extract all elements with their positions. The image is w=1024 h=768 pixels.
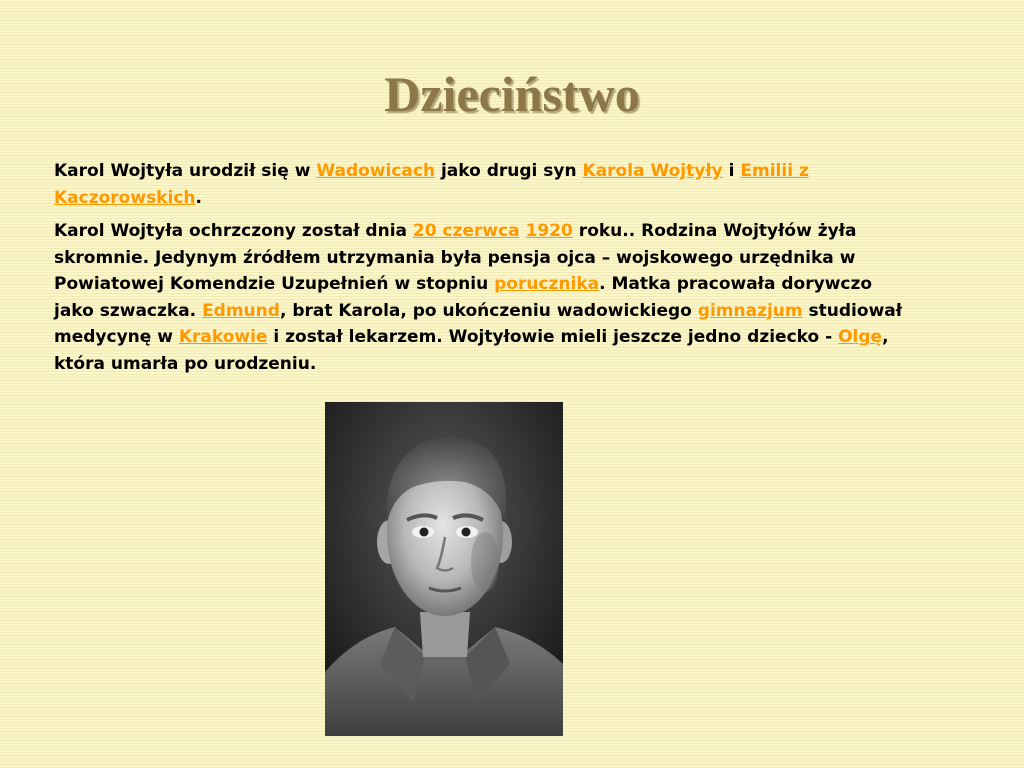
- link-emilii-z-kaczorowskich[interactable]: Emilii z Kaczorowskich: [54, 161, 809, 208]
- text-segment: studiował medycynę w: [54, 300, 903, 347]
- link-gimnazjum[interactable]: gimnazjum: [697, 300, 803, 321]
- text-segment: i: [722, 161, 741, 181]
- text-segment: Karol Wojtyła urodził się w: [54, 161, 317, 181]
- link-20-czerwca[interactable]: 20 czerwca: [412, 221, 520, 241]
- text-segment: i został lekarzem. Wojtyłowie mieli jeszcze jedno dziecko -: [267, 327, 839, 347]
- link-porucznika[interactable]: porucznika: [494, 274, 600, 294]
- link-edmund[interactable]: Edmund: [202, 300, 280, 321]
- text-segment: roku.. Rodzina Wojtyłów żyła skromnie. Jedynym źródłem utrzymania była pensja ojca – wojskowego urzędnika w Powiatowej Komendzie Uzupełnień w stopniu: [54, 221, 857, 294]
- text-segment: , brat Karola, po ukończeniu wadowickiego: [279, 300, 698, 321]
- link-olge[interactable]: Olgę: [838, 327, 883, 347]
- paragraph-birth: [54, 158, 904, 211]
- link-krakowie[interactable]: Krakowie: [178, 327, 268, 347]
- text-segment: .: [195, 187, 202, 208]
- text-segment: jako drugi syn: [435, 161, 583, 181]
- text-segment: . Matka pracowała dorywczo jako szwaczka.: [54, 274, 873, 321]
- link-1920[interactable]: 1920: [525, 221, 573, 241]
- text-segment: , która umarła po urodzeniu.: [54, 327, 889, 374]
- slide-title: Dzieciństwo: [384, 66, 640, 122]
- slide-body: [54, 158, 904, 384]
- paragraph-childhood: [54, 218, 904, 377]
- link-karola-wojtyly[interactable]: Karola Wojtyły: [582, 161, 723, 181]
- text-segment: Karol Wojtyła ochrzczony został dnia: [54, 221, 413, 241]
- portrait-photo: [325, 402, 563, 736]
- link-wadowicach[interactable]: Wadowicach: [316, 161, 436, 181]
